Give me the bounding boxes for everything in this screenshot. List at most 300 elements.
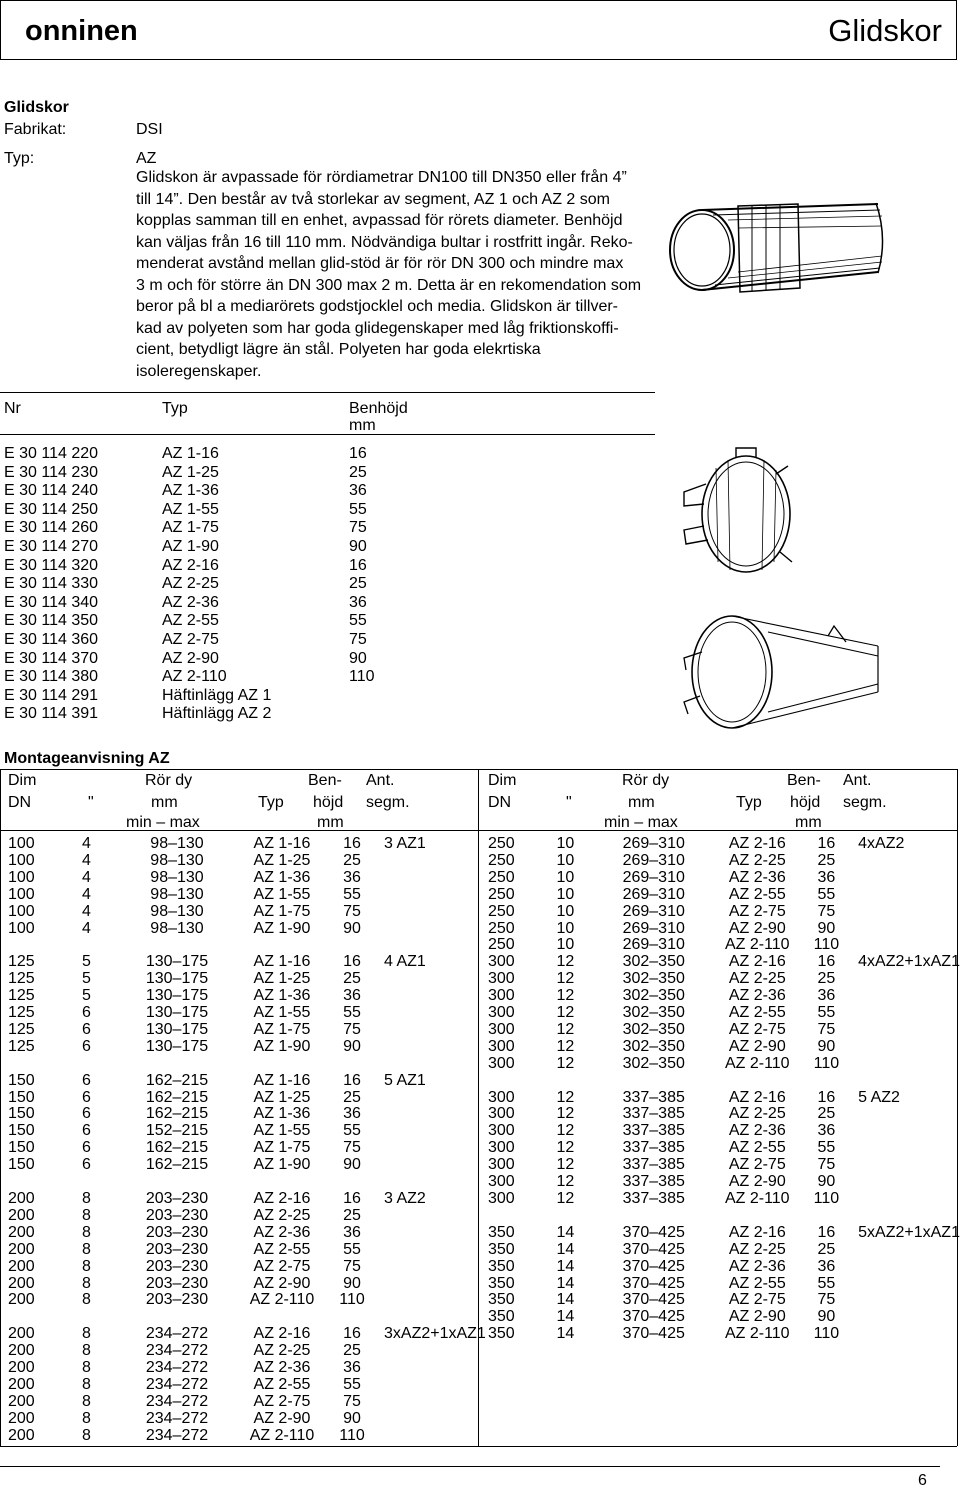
montage-cell-ant-segm: [846, 887, 960, 904]
table-row: [8, 1276, 486, 1293]
table-row: [488, 1292, 960, 1309]
fabrikat-label: Fabrikat:: [4, 121, 67, 138]
montage-cell-typ: [232, 1174, 332, 1191]
table-row: [4, 575, 409, 594]
montage-cell-benhojd: [332, 937, 372, 954]
montage-cell-ror-dy: 370–425: [622, 1240, 685, 1258]
montage-cell-inch: 8: [82, 1206, 91, 1224]
table-row: [4, 631, 409, 650]
montage-cell-benhojd: 25: [343, 1088, 361, 1106]
product-nr: E 30 114 360: [4, 630, 99, 648]
montage-cell-typ: AZ 2-75: [253, 1392, 311, 1410]
table-row: [8, 1191, 486, 1208]
montage-cell-benhojd: 90: [343, 1409, 361, 1427]
montage-cell-inch: 6: [82, 1139, 91, 1157]
montage-cell-benhojd: 90: [817, 919, 836, 937]
montage-cell-dn: 200: [8, 1426, 35, 1444]
montage-cell-ant-segm: [372, 853, 486, 870]
montage-cell-ant-segm: [846, 1191, 960, 1208]
m-right-h-inch: ": [566, 794, 572, 811]
montage-cell-benhojd: [332, 1309, 372, 1326]
montage-cell-inch: [82, 1309, 122, 1326]
montage-cell-dn: 350: [488, 1240, 515, 1258]
montage-cell-ror-dy: 370–425: [622, 1308, 685, 1326]
montage-cell-benhojd: 16: [817, 835, 836, 852]
montage-cell-benhojd: 36: [343, 987, 361, 1005]
montage-cell-ror-dy: 98–130: [150, 919, 204, 937]
montage-cell-typ: AZ 1-36: [253, 1105, 311, 1123]
montage-cell-typ: [232, 1056, 332, 1073]
montage-cell-dn: 300: [488, 970, 515, 988]
montage-cell-inch: 6: [82, 1156, 91, 1174]
montage-cell-ant-segm: [372, 1208, 486, 1225]
product-typ: AZ 2-36: [162, 593, 219, 611]
product-typ: Häftinlägg AZ 2: [162, 705, 272, 723]
table-row: [488, 937, 960, 954]
montage-cell-benhojd: 55: [817, 885, 836, 903]
table-row: [8, 1225, 486, 1242]
montage-cell-dn: [8, 1309, 82, 1326]
montage-cell-inch: 12: [556, 1054, 575, 1072]
montage-cell-dn: 100: [8, 835, 35, 852]
montage-cell-dn: 200: [8, 1359, 35, 1377]
montage-cell-typ: AZ 2-75: [728, 1156, 786, 1174]
montage-cell-ant-segm: [372, 1428, 486, 1445]
montage-cell-ant-segm: [372, 1411, 486, 1428]
montage-cell-benhojd: 16: [817, 953, 836, 971]
section-heading: Glidskor: [4, 99, 69, 116]
table-row: [4, 687, 409, 706]
montage-cell-inch: 10: [556, 919, 575, 937]
montage-cell-typ: AZ 1-16: [253, 953, 311, 971]
table-row: [8, 1411, 486, 1428]
montage-cell-benhojd: 36: [817, 1122, 836, 1140]
montage-cell-ror-dy: 98–130: [150, 885, 204, 903]
montage-cell-ant-segm: 3xAZ2+1xAZ1: [384, 1325, 486, 1343]
product-nr: E 30 114 291: [4, 686, 99, 704]
montage-cell-ant-segm: [372, 1157, 486, 1174]
montage-cell-ant-segm: [372, 1140, 486, 1157]
montage-cell-ant-segm: [846, 870, 960, 887]
montage-cell-benhojd: 90: [343, 919, 361, 937]
montage-cell-dn: 250: [488, 902, 515, 920]
product-nr: E 30 114 230: [4, 463, 99, 481]
montage-cell-ant-segm: [372, 1377, 486, 1394]
m-right-h-ant: Ant.: [843, 772, 872, 789]
table-row: [8, 1039, 486, 1056]
table-row: [488, 1056, 960, 1073]
montage-cell-benhojd: 75: [343, 1139, 361, 1157]
montage-cell-benhojd: 36: [817, 868, 836, 886]
montage-cell-benhojd: 55: [343, 1004, 361, 1022]
montage-cell-typ: AZ 2-25: [253, 1206, 311, 1224]
montage-cell-ror-dy: 234–272: [145, 1375, 209, 1393]
montage-cell-ror-dy: 302–350: [622, 953, 685, 971]
montage-cell-benhojd: 55: [817, 1004, 836, 1022]
product-benhojd: 16: [349, 556, 367, 574]
table-row: [8, 1394, 486, 1411]
montage-cell-inch: [556, 1208, 599, 1225]
montage-cell-typ: AZ 2-55: [728, 885, 786, 903]
montage-cell-ror-dy: 269–310: [622, 902, 685, 920]
montage-cell-benhojd: 25: [343, 970, 361, 988]
product-nr: E 30 114 340: [4, 593, 99, 611]
montage-cell-dn: 100: [8, 868, 35, 886]
montage-cell-benhojd: 16: [343, 1325, 361, 1343]
table-row: [8, 1360, 486, 1377]
table-row: [4, 445, 409, 464]
montage-cell-inch: 10: [556, 835, 575, 852]
montage-cell-ant-segm: [372, 1106, 486, 1123]
montage-cell-benhojd: 55: [343, 1240, 361, 1258]
montage-cell-typ: AZ 2-16: [728, 953, 786, 971]
montage-cell-ant-segm: [846, 1039, 960, 1056]
montage-cell-typ: AZ 1-25: [253, 851, 311, 869]
montage-cell-ror-dy: 337–385: [622, 1190, 685, 1208]
montage-cell-benhojd: [332, 1056, 372, 1073]
m-left-h-mm: mm: [151, 794, 178, 811]
montage-cell-typ: AZ 2-16: [728, 1223, 786, 1241]
montage-cell-ror-dy: 203–230: [145, 1206, 209, 1224]
montage-cell-dn: 200: [8, 1189, 35, 1207]
montage-cell-inch: 4: [82, 851, 91, 869]
montage-cell-typ: AZ 2-36: [728, 1257, 786, 1275]
montage-cell-benhojd: 110: [813, 936, 840, 954]
montage-cell-ant-segm: [846, 937, 960, 954]
table-row: [8, 1106, 486, 1123]
montage-cell-ror-dy: 370–425: [622, 1291, 685, 1309]
montage-cell-ror-dy: 203–230: [145, 1274, 209, 1292]
m-left-h-inch: ": [88, 794, 94, 811]
montage-cell-benhojd: 75: [343, 1392, 361, 1410]
table-row: [488, 1106, 960, 1123]
montage-cell-typ: AZ 2-110: [724, 936, 790, 954]
products-header-rule: [0, 434, 655, 435]
montage-cell-ant-segm: [372, 1090, 486, 1107]
montage-cell-typ: AZ 2-55: [253, 1375, 311, 1393]
montage-cell-typ: AZ 1-36: [253, 868, 311, 886]
montage-cell-ror-dy: 370–425: [622, 1325, 685, 1343]
table-row: [8, 870, 486, 887]
montage-cell-dn: 250: [488, 919, 515, 937]
table-row: [488, 1022, 960, 1039]
montage-cell-dn: 300: [488, 1139, 515, 1157]
product-nr: E 30 114 330: [4, 575, 99, 593]
montage-cell-dn: 100: [8, 919, 35, 937]
product-benhojd: 90: [349, 537, 367, 555]
montage-cell-ant-segm: [372, 937, 486, 954]
montage-cell-dn: 200: [8, 1274, 35, 1292]
product-typ: AZ 1-55: [162, 500, 219, 518]
montage-cell-inch: 10: [556, 868, 575, 886]
montage-cell-benhojd: 55: [343, 1122, 361, 1140]
segment-az1-illustration: [676, 444, 806, 584]
typ-label: Typ:: [4, 150, 35, 167]
montage-cell-typ: AZ 2-16: [728, 835, 786, 852]
table-row: [4, 557, 409, 576]
montage-cell-inch: [82, 1174, 122, 1191]
montage-cell-typ: AZ 2-90: [728, 1037, 786, 1055]
table-row: [8, 1208, 486, 1225]
table-row: [8, 1157, 486, 1174]
montage-cell-dn: 125: [8, 1020, 35, 1038]
montage-cell-benhojd: 90: [817, 1173, 836, 1191]
montage-cell-inch: 12: [556, 1139, 575, 1157]
product-typ: AZ 1-90: [162, 537, 219, 555]
montage-cell-ant-segm: [372, 988, 486, 1005]
montage-cell-ror-dy: 337–385: [622, 1122, 685, 1140]
montage-cell-ant-segm: [372, 1292, 486, 1309]
montage-cell-ant-segm: 5 AZ1: [384, 1071, 426, 1089]
table-row: [8, 954, 486, 971]
montage-cell-benhojd: 75: [817, 1291, 836, 1309]
montage-cell-ror-dy: 269–310: [622, 885, 685, 903]
montage-cell-typ: AZ 2-110: [249, 1291, 315, 1309]
montage-cell-ant-segm: [846, 1242, 960, 1259]
montage-cell-typ: AZ 1-75: [253, 902, 311, 920]
montage-cell-dn: 300: [488, 1037, 515, 1055]
product-typ: AZ 2-25: [162, 575, 219, 593]
montage-cell-benhojd: 75: [817, 902, 836, 920]
montage-cell-ant-segm: [372, 921, 486, 938]
table-row: [488, 1276, 960, 1293]
montage-cell-inch: 5: [82, 970, 91, 988]
montage-cell-ant-segm: [846, 1326, 960, 1343]
table-row: [4, 501, 409, 520]
montage-cell-ant-segm: 5 AZ2: [858, 1088, 900, 1106]
montage-cell-inch: 10: [556, 902, 575, 920]
montage-cell-ror-dy: 130–175: [145, 987, 209, 1005]
montage-cell-dn: 200: [8, 1342, 35, 1360]
product-benhojd: 55: [349, 500, 367, 518]
table-row: [488, 971, 960, 988]
montage-cell-typ: AZ 2-25: [253, 1342, 311, 1360]
montage-cell-ror-dy: 302–350: [622, 987, 685, 1005]
montage-cell-dn: 300: [488, 1173, 515, 1191]
montage-cell-dn: 300: [488, 1088, 515, 1106]
montage-cell-dn: 200: [8, 1240, 35, 1258]
montage-cell-dn: 125: [8, 1037, 35, 1055]
montage-cell-benhojd: 16: [343, 835, 361, 852]
montage-cell-inch: 8: [82, 1359, 91, 1377]
montage-cell-ant-segm: [846, 1005, 960, 1022]
montage-cell-typ: AZ 2-16: [253, 1325, 311, 1343]
montage-cell-ror-dy: 162–215: [145, 1088, 209, 1106]
montage-cell-ant-segm: [846, 1073, 960, 1090]
montage-cell-typ: AZ 2-55: [728, 1274, 786, 1292]
montage-cell-ror-dy: 269–310: [622, 919, 685, 937]
montage-cell-ant-segm: [372, 1039, 486, 1056]
montage-cell-benhojd: 75: [817, 1020, 836, 1038]
montage-cell-dn: 250: [488, 936, 515, 954]
montage-cell-benhojd: 36: [817, 1257, 836, 1275]
montage-cell-inch: 6: [82, 1088, 91, 1106]
montage-cell-benhojd: 36: [817, 987, 836, 1005]
montage-cell-dn: 150: [8, 1088, 35, 1106]
montage-cell-ant-segm: [846, 1106, 960, 1123]
montage-cell-ror-dy: 98–130: [150, 868, 204, 886]
montage-cell-benhojd: 16: [343, 953, 361, 971]
montage-cell-typ: AZ 2-110: [724, 1190, 790, 1208]
product-benhojd: [349, 687, 409, 706]
montage-cell-dn: 300: [488, 1020, 515, 1038]
montage-cell-typ: AZ 2-36: [728, 868, 786, 886]
product-typ: AZ 1-36: [162, 482, 219, 500]
montage-cell-typ: AZ 2-110: [724, 1325, 790, 1343]
montage-cell-ror-dy: 302–350: [622, 1054, 685, 1072]
montage-cell-typ: AZ 1-90: [253, 919, 311, 937]
montage-cell-typ: AZ 2-90: [728, 1308, 786, 1326]
table-row: [488, 1309, 960, 1326]
montage-cell-ror-dy: 234–272: [145, 1409, 209, 1427]
montage-cell-benhojd: 110: [813, 1190, 840, 1208]
montage-cell-ant-segm: [372, 904, 486, 921]
table-row: [8, 853, 486, 870]
product-benhojd: 55: [349, 612, 367, 630]
montage-cell-ror-dy: 130–175: [145, 953, 209, 971]
product-nr: E 30 114 270: [4, 537, 99, 555]
montage-cell-typ: AZ 2-16: [253, 1189, 311, 1207]
montage-cell-dn: 200: [8, 1375, 35, 1393]
page-header: [0, 0, 957, 60]
montage-cell-benhojd: 25: [343, 1206, 361, 1224]
montage-cell-typ: AZ 2-75: [728, 1291, 786, 1309]
brand-logo: onninen: [25, 15, 138, 47]
montage-cell-benhojd: 75: [817, 1156, 836, 1174]
montage-cell-inch: 6: [82, 1004, 91, 1022]
montage-cell-benhojd: 16: [343, 1189, 361, 1207]
montage-cell-inch: 12: [556, 970, 575, 988]
table-row: [4, 482, 409, 501]
table-row: [8, 1326, 486, 1343]
table-row: [8, 1073, 486, 1090]
montage-cell-ror-dy: 152–215: [145, 1122, 209, 1140]
montage-cell-dn: 200: [8, 1223, 35, 1241]
montage-cell-inch: 5: [82, 987, 91, 1005]
montage-cell-dn: 350: [488, 1257, 515, 1275]
montage-cell-ror-dy: 98–130: [150, 835, 204, 852]
product-nr: E 30 114 391: [4, 705, 99, 723]
montage-cell-ant-segm: [846, 1276, 960, 1293]
montage-cell-benhojd: 90: [343, 1037, 361, 1055]
montage-cell-inch: 8: [82, 1375, 91, 1393]
table-row: [8, 1428, 486, 1445]
table-row: [8, 1377, 486, 1394]
table-row: [488, 1225, 960, 1242]
montage-cell-typ: AZ 1-75: [253, 1020, 311, 1038]
montage-cell-ror-dy: 337–385: [622, 1156, 685, 1174]
table-row: [488, 870, 960, 887]
montage-cell-inch: 12: [556, 987, 575, 1005]
montage-cell-typ: AZ 2-25: [728, 851, 786, 869]
montage-cell-typ: AZ 2-75: [728, 902, 786, 920]
montage-cell-ror-dy: 130–175: [145, 1037, 209, 1055]
product-benhojd: 75: [349, 519, 367, 537]
montage-cell-benhojd: 110: [813, 1325, 840, 1343]
montage-cell-ror-dy: 203–230: [145, 1257, 209, 1275]
montage-cell-ror-dy: 302–350: [622, 1020, 685, 1038]
product-nr: E 30 114 220: [4, 445, 99, 462]
montage-cell-ror-dy: 203–230: [145, 1240, 209, 1258]
montage-cell-ror-dy: 130–175: [145, 1020, 209, 1038]
montage-cell-inch: 12: [556, 1122, 575, 1140]
table-row: [488, 1259, 960, 1276]
table-row: [8, 1343, 486, 1360]
montage-cell-ror-dy: [122, 1309, 232, 1326]
montage-cell-typ: AZ 2-110: [249, 1426, 315, 1444]
montage-cell-typ: AZ 1-36: [253, 987, 311, 1005]
montage-cell-ror-dy: 370–425: [622, 1257, 685, 1275]
montage-cell-ant-segm: [372, 1276, 486, 1293]
montage-cell-typ: AZ 2-90: [728, 1173, 786, 1191]
montage-cell-typ: AZ 2-36: [253, 1359, 311, 1377]
description-line: kan väljas från 16 till 110 mm. Nödvändiga bultar i rostfritt ingår. Reko-: [136, 233, 633, 251]
montage-cell-inch: [82, 1056, 122, 1073]
montage-cell-ant-segm: 4xAZ2+1xAZ1: [858, 953, 960, 971]
montage-cell-typ: AZ 2-36: [728, 1122, 786, 1140]
montage-cell-ror-dy: 162–215: [145, 1156, 209, 1174]
montage-cell-dn: [8, 937, 82, 954]
montage-cell-inch: 6: [82, 1037, 91, 1055]
montage-cell-benhojd: 36: [343, 1223, 361, 1241]
montage-cell-benhojd: 90: [817, 1308, 836, 1326]
montage-cell-inch: 12: [556, 1037, 575, 1055]
m-right-h-segm: segm.: [843, 794, 887, 811]
montage-cell-benhojd: 36: [343, 868, 361, 886]
col-header-benhojd: Benhöjd: [349, 400, 408, 417]
montage-cell-dn: 250: [488, 885, 515, 903]
montage-cell-benhojd: 75: [343, 1257, 361, 1275]
product-nr: E 30 114 370: [4, 649, 99, 667]
product-typ: AZ 2-75: [162, 630, 219, 648]
montage-cell-ant-segm: 3 AZ1: [384, 835, 426, 852]
montage-cell-ror-dy: 98–130: [150, 902, 204, 920]
montage-cell-ror-dy: 234–272: [145, 1392, 209, 1410]
montage-cell-typ: AZ 1-55: [253, 1122, 311, 1140]
montage-cell-benhojd: 110: [813, 1054, 840, 1072]
table-row: [8, 1090, 486, 1107]
col-header-nr: Nr: [4, 400, 21, 417]
montage-cell-ror-dy: [122, 937, 232, 954]
montage-cell-dn: 200: [8, 1257, 35, 1275]
montage-cell-benhojd: 55: [817, 1139, 836, 1157]
montage-cell-ant-segm: [372, 1242, 486, 1259]
product-typ: AZ 1-75: [162, 519, 219, 537]
montage-cell-ant-segm: [372, 1394, 486, 1411]
montage-cell-ant-segm: [372, 1259, 486, 1276]
product-nr: E 30 114 260: [4, 519, 99, 537]
m-right-h-typ: Typ: [736, 794, 762, 811]
product-nr: E 30 114 320: [4, 556, 99, 574]
table-row: [4, 705, 409, 724]
montage-cell-ror-dy: 337–385: [622, 1105, 685, 1123]
product-benhojd: [349, 705, 409, 724]
montage-cell-dn: 150: [8, 1071, 35, 1089]
pipe-with-glidsko-illustration: [668, 198, 890, 298]
table-row: [8, 836, 486, 853]
montage-cell-ror-dy: 370–425: [622, 1274, 685, 1292]
montage-cell-inch: 14: [556, 1223, 575, 1241]
montage-cell-dn: 200: [8, 1291, 35, 1309]
montage-cell-inch: 14: [556, 1274, 575, 1292]
montage-cell-inch: 8: [82, 1223, 91, 1241]
montage-cell-dn: [8, 1056, 82, 1073]
product-typ: AZ 1-25: [162, 463, 219, 481]
table-row: [4, 538, 409, 557]
montage-cell-ant-segm: [846, 904, 960, 921]
montage-cell-inch: 4: [82, 835, 91, 852]
montage-cell-ant-segm: 3 AZ2: [384, 1189, 426, 1207]
